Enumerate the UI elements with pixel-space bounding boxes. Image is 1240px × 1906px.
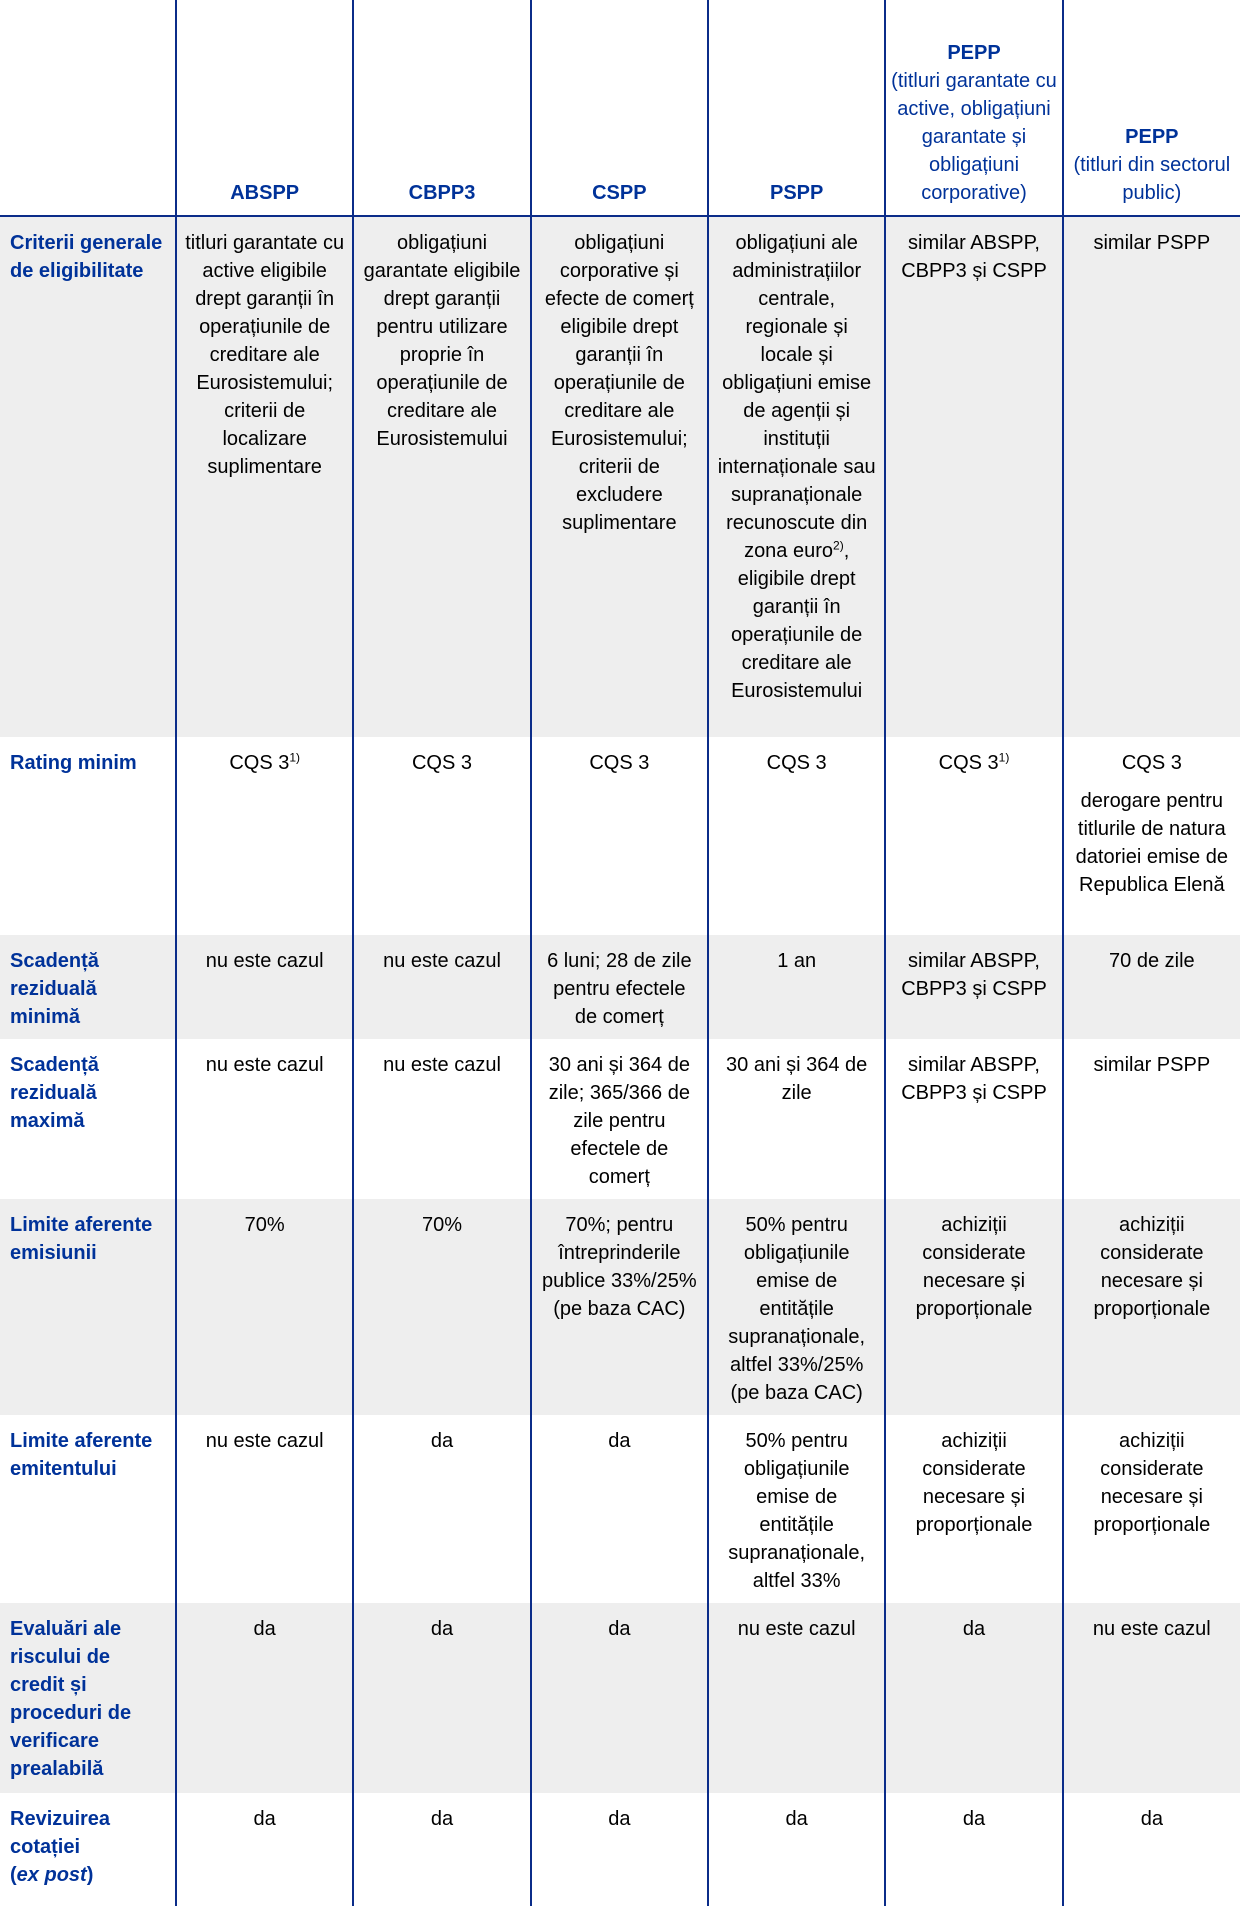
row-label-italic: ex post <box>16 1864 87 1886</box>
table-cell: nu este cazul <box>353 935 530 1039</box>
column-header-pspp <box>708 0 885 216</box>
column-header-subtitle: (titluri din sectorul public) <box>1073 154 1231 204</box>
cell-note: derogare pentru titlurile de natura datoriei emise de Republica Elenă <box>1075 790 1228 896</box>
column-header-name: PEPP <box>1125 126 1179 148</box>
column-header-cspp <box>531 0 708 216</box>
table-cell: da <box>531 1793 708 1906</box>
column-header-pepp-public <box>1063 0 1240 216</box>
table-cell: achiziții considerate necesare și proporționale <box>885 1199 1062 1415</box>
table-cell: 6 luni; 28 de zile pentru efectele de comerț <box>531 935 708 1039</box>
column-header-name: ABSPP <box>230 182 300 204</box>
table-cell: 30 ani și 364 de zile; 365/366 de zile pentru efectele de comerț <box>531 1039 708 1199</box>
table-cell: nu este cazul <box>708 1603 885 1793</box>
column-header-name: CSPP <box>592 182 647 204</box>
table-cell <box>708 216 885 737</box>
column-header-cbpp3 <box>353 0 530 216</box>
table-cell: nu este cazul <box>176 1415 353 1603</box>
table-cell: da <box>1063 1793 1240 1906</box>
footnote-marker: 1) <box>998 750 1010 765</box>
cell-text: CQS 3 <box>938 752 999 774</box>
table-cell: da <box>353 1793 530 1906</box>
table-cell <box>176 737 353 935</box>
table-cell: da <box>353 1603 530 1793</box>
table-cell: achiziții considerate necesare și proporționale <box>1063 1415 1240 1603</box>
table-cell: nu este cazul <box>1063 1603 1240 1793</box>
column-header-subtitle: (titluri garantate cu active, obligațiuni garantate și obligațiuni corporative) <box>891 70 1057 204</box>
row-label: Scadență reziduală minimă <box>0 935 176 1039</box>
column-header-name: PSPP <box>769 182 824 204</box>
row-label: Rating minim <box>10 752 137 774</box>
table-row-issuer-limits <box>0 1415 1240 1603</box>
row-label: Evaluări ale riscului de credit și proceduri de verificare prealabilă <box>0 1603 176 1793</box>
table-row-max-residual-maturity <box>0 1039 1240 1199</box>
table-cell: CQS 3 <box>353 737 530 935</box>
table-cell: 70% <box>353 1199 530 1415</box>
table-cell <box>885 737 1062 935</box>
cell-text: CQS 3 <box>229 752 290 774</box>
header-row <box>0 0 1240 216</box>
table-cell: da <box>176 1793 353 1906</box>
table-cell: 70%; pentru întreprinderile publice 33%/25% (pe baza CAC) <box>531 1199 708 1415</box>
table-cell: similar ABSPP, CBPP3 și CSPP <box>885 216 1062 737</box>
table-cell: 1 an <box>708 935 885 1039</box>
table-cell: achiziții considerate necesare și proporționale <box>1063 1199 1240 1415</box>
table-cell: CQS 3 <box>708 737 885 935</box>
table-row-min-residual-maturity <box>0 935 1240 1039</box>
table-cell: da <box>885 1793 1062 1906</box>
column-header-abspp <box>176 0 353 216</box>
table-cell: similar ABSPP, CBPP3 și CSPP <box>885 935 1062 1039</box>
cell-text: , eligibile drept garanții în operațiunile de creditare ale Eurosistemului <box>731 540 863 702</box>
table-cell: obligațiuni corporative și efecte de comerț eligibile drept garanții în operațiunile de creditare ale Eurosistemului; criterii de excludere suplimentare <box>531 216 708 737</box>
cell-text: CQS 3 <box>1121 752 1182 774</box>
table-cell: 70% <box>176 1199 353 1415</box>
table-cell: da <box>353 1415 530 1603</box>
column-header-name: CBPP3 <box>408 182 476 204</box>
table-cell: da <box>885 1603 1062 1793</box>
header-corner-cell <box>0 0 176 216</box>
table-cell: similar PSPP <box>1063 1039 1240 1199</box>
table-cell: 50% pentru obligațiunile emise de entitățile supranaționale, altfel 33% <box>708 1415 885 1603</box>
row-label: Limite aferente emitentului <box>10 1430 153 1480</box>
row-label: Scadență reziduală maximă <box>10 1054 99 1132</box>
table-cell: nu este cazul <box>353 1039 530 1199</box>
row-label: Revizuirea cotației (ex post) <box>10 1808 111 1886</box>
table-cell: obligațiuni garantate eligibile drept garanții pentru utilizare proprie în operațiunile de creditare ale Eurosistemului <box>353 216 530 737</box>
table-cell: titluri garantate cu active eligibile drept garanții în operațiunile de creditare ale Eurosistemului; criterii de localizare suplimentare <box>176 216 353 737</box>
table-row-rating-review <box>0 1793 1240 1906</box>
table-cell: da <box>176 1603 353 1793</box>
table-cell: da <box>531 1603 708 1793</box>
table-row-issue-limits <box>0 1199 1240 1415</box>
table-cell: da <box>531 1415 708 1603</box>
footnote-marker: 1) <box>289 750 301 765</box>
table-cell: similar PSPP <box>1063 216 1240 737</box>
column-header-name: PEPP <box>947 42 1001 64</box>
column-header-pepp-private <box>885 0 1062 216</box>
table-row-minimum-rating <box>0 737 1240 935</box>
table-row-credit-risk-assessment <box>0 1603 1240 1793</box>
row-label: Limite aferente emisiunii <box>0 1199 176 1415</box>
table-cell: 30 ani și 364 de zile <box>708 1039 885 1199</box>
row-label: Criterii generale de eligibilitate <box>0 216 176 737</box>
table-cell: da <box>708 1793 885 1906</box>
table-cell: similar ABSPP, CBPP3 și CSPP <box>885 1039 1062 1199</box>
table-cell <box>1063 737 1240 935</box>
table-cell: nu este cazul <box>176 1039 353 1199</box>
table-row-eligibility <box>0 216 1240 737</box>
cell-text: obligațiuni ale administrațiilor centrale, regionale și locale și obligațiuni emise de agenții și instituții internaționale sau supranaționale recunoscute din zona euro <box>717 232 876 562</box>
table-cell: nu este cazul <box>176 935 353 1039</box>
table-cell: 50% pentru obligațiunile emise de entitățile supranaționale, altfel 33%/25% (pe baza CAC) <box>708 1199 885 1415</box>
footnote-marker: 2) <box>833 538 844 553</box>
row-label-text: Revizuirea cotației <box>10 1808 111 1858</box>
table-cell: CQS 3 <box>531 737 708 935</box>
table-cell: 70 de zile <box>1063 935 1240 1039</box>
table-cell: achiziții considerate necesare și proporționale <box>885 1415 1062 1603</box>
